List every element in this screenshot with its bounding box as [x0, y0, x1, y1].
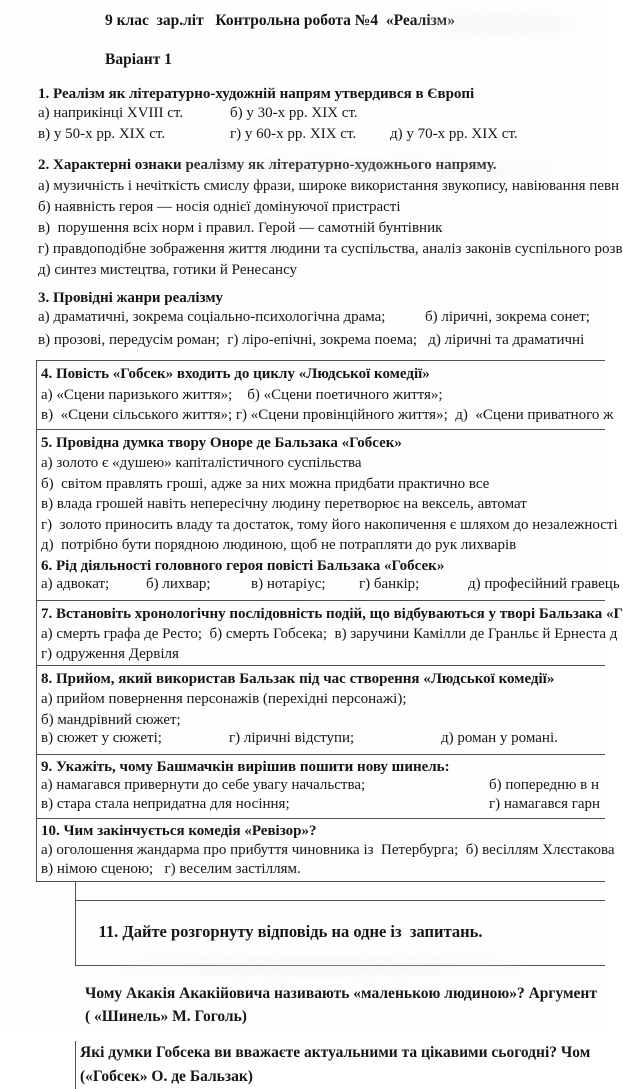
option: б) у 30-х рр. XIX ст. — [230, 105, 358, 121]
question-8-options-row — [41, 730, 605, 751]
option: в) «Сцени сільського життя»; г) «Сцени провінційного життя»; д) «Сцени приватного ж — [41, 407, 614, 423]
question-4-heading: 4. Повість «Гобсек» входить до циклу «Людської комедії» — [41, 366, 430, 382]
essay-prompt-1 — [85, 982, 605, 1028]
questions-4-10-table — [36, 360, 623, 882]
essay-2-source: («Гобсек» О. де Бальзак) — [80, 1067, 253, 1085]
option: б) світом правлять гроші, адже за них можна придбати практично все — [41, 475, 490, 492]
questions-5-6 — [37, 430, 620, 601]
option: а) «Сцени паризького життя»; б) «Сцени поетичного життя»; — [41, 386, 443, 403]
option: б) ліричні, зокрема сонет; — [425, 309, 590, 325]
essay-prompt-2 — [75, 1041, 605, 1089]
option: в) сюжет у сюжеті; — [41, 730, 162, 746]
question-9 — [37, 755, 605, 819]
option: в) у 50-х рр. XIX ст. — [38, 126, 166, 142]
question-11-heading: 11. Дайте розгорнуту відповідь на одне із запитань. — [98, 921, 483, 941]
option: а) намагався привернути до себе увагу начальства; — [41, 776, 366, 793]
option: д) синтез мистецтва, готики й Ренесансу — [38, 262, 298, 278]
option: в) порушення всіх норм і правил. Герой — самотній бунтівник — [38, 220, 443, 236]
option: г) банкір; — [359, 576, 420, 592]
option: д) професійний гравець — [468, 576, 620, 592]
option: а) золото є «душею» капіталістичного суспільства — [41, 455, 362, 471]
option: а) адвокат; — [41, 576, 110, 592]
option: б) мандрівний сюжет; — [41, 711, 181, 728]
option: б) лихвар; — [146, 576, 211, 592]
question-6-heading: 6. Рід діяльності головного героя повісті Бальзака «Гобсек» — [41, 557, 445, 574]
option: в) нотаріус; — [251, 576, 326, 592]
question-11-box — [75, 900, 605, 966]
question-7 — [37, 601, 623, 666]
question-7-heading: 7. Встановіть хронологічну послідовність подій, що відбуваються у творі Бальзака «Г — [41, 605, 623, 622]
doc-title: 9 клас зар.літ Контрольна робота №4 «Реалізм» — [105, 12, 455, 29]
question-9-heading: 9. Укажіть, чому Башмачкін вирішив пошити нову шинель: — [41, 758, 450, 775]
question-9-options-row — [41, 796, 605, 815]
question-3-options-row: в) прозові, передусім роман; г) ліро-епічні, зокрема поема; д) ліричні та драматичні — [38, 332, 585, 348]
option: д) у 70-х рр. XIX ст. — [390, 126, 518, 142]
option: г) правдоподібне зображення життя людини та суспільства, аналіз законів суспільного розв — [38, 241, 623, 257]
question-3-heading: 3. Провідні жанри реалізму — [38, 290, 224, 306]
question-1-options-row — [38, 126, 605, 147]
option: а) наприкінці XVIII ст. — [38, 105, 184, 121]
question-10-heading: 10. Чим закінчується комедія «Ревізор»? — [41, 822, 317, 839]
option: д) роман у романі. — [441, 730, 558, 746]
option: д) потрібно бути порядною людиною, щоб не потрапляти до рук лихварів — [41, 537, 517, 553]
option: г) ліричні відступи; — [229, 730, 355, 746]
option: а) оголошення жандарма про прибуття чиновника із Петербурга; б) весіллям Хлєстакова — [41, 841, 615, 858]
question-1 — [38, 84, 605, 147]
option: а) прийом повернення персонажів (перехідні персонажі); — [41, 691, 407, 707]
essay-2-question: Які думки Гобсека ви вважаєте актуальними та цікавими сьогодні? Чом — [80, 1043, 591, 1061]
question-1-heading: 1. Реалізм як літературно-художній напрям утвердився в Європі — [38, 86, 475, 102]
variant-label: Варіант 1 — [105, 51, 172, 68]
question-4 — [37, 361, 614, 430]
option: б) попередню в н — [489, 776, 600, 793]
option: в) стара стала непридатна для носіння; — [41, 795, 290, 812]
option: а) смерть графа де Ресто; б) смерть Гобсека; в) заручини Камілли де Гранльє й Ернеста д — [41, 625, 618, 642]
option: г) одруження Дервіля — [41, 645, 179, 662]
option: г) у 60-х рр. XIX ст. — [230, 126, 357, 142]
question-3 — [38, 288, 605, 351]
essay-1-source: ( «Шинель» М. Гоголь) — [85, 1007, 247, 1025]
option: а) музичність і нечіткість смислу фрази, широке використання звукопису, навіювання певн — [38, 178, 620, 194]
question-8 — [37, 666, 605, 755]
question-10 — [37, 819, 615, 882]
question-6-options-row — [41, 576, 620, 597]
option: в) влада грошей навіть непересічну людину перетворює на вексель, автомат — [41, 496, 527, 512]
option: а) драматичні, зокрема соціально-психологічна драма; — [38, 309, 386, 325]
question-2 — [38, 155, 623, 281]
question-3-options-row — [38, 309, 605, 330]
question-2-heading: 2. Характерні ознаки реалізму як літературно-художнього напряму. — [38, 157, 497, 173]
question-8-heading: 8. Прийом, який використав Бальзак під час створення «Людської комедії» — [41, 670, 555, 687]
option: б) наявність героя — носія однієї домінуючої пристрасті — [38, 199, 401, 215]
question-5-heading: 5. Провідна думка твору Оноре де Бальзака «Гобсек» — [41, 434, 402, 451]
option: г) намагався гарн — [489, 795, 601, 812]
essay-1-question: Чому Акакія Акакійовича називають «маленькою людиною»? Аргумент — [85, 984, 597, 1002]
table-connector-line — [75, 882, 276, 900]
option: г) золото приносить владу та достаток, тому його накопичення є шляхом до незалежності — [41, 516, 618, 533]
option: в) німою сценою; г) веселим застіллям. — [41, 860, 301, 877]
question-1-options-row — [38, 105, 605, 126]
question-9-options-row — [41, 777, 605, 796]
